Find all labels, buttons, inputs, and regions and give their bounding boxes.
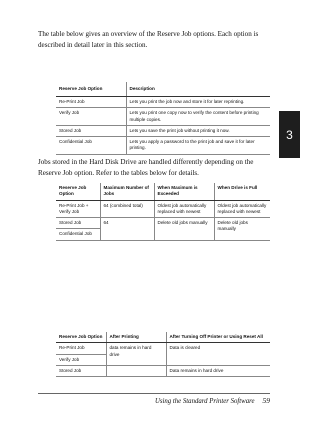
table-cell: Lets you print the job now and store it for later reprinting. [126,97,270,108]
table-row [56,200,270,218]
table-cell: Oldest job automatically replaced with newest [214,200,270,218]
table-cell: Re-Print Job + Verify Job [56,200,100,218]
table-cell: 64 [100,218,154,241]
table-header: Reserve Job Option [56,332,106,343]
table-cell: Delete old jobs manually [154,218,214,241]
table-cell: Verify Job [56,108,126,126]
table-header: After Turning Off Printer or Using Reset All [166,332,270,343]
table-row [56,137,270,155]
table-cell: Data is cleared [166,343,270,366]
footer-section-title: Using the Standard Printer Software [154,398,255,405]
page-footer [150,396,270,405]
table-header: Maximum Number of Jobs [100,183,154,200]
table-cell: Lets you apply a password to the print job and save it for later printing. [126,137,270,155]
chapter-tab [279,111,300,158]
table-cell: Re-Print Job [56,343,106,354]
reserve-job-options-table [56,82,270,155]
table-row [56,343,270,354]
table-cell: Stored Job [56,218,100,229]
table-cell: Verify Job [56,354,106,365]
data-retention-table [56,332,270,377]
table-cell: Confidential Job [56,229,100,240]
table-cell: Lets you print one copy now to verify the content before printing multiple copies. [126,108,270,126]
table-cell: Oldest job automatically replaced with newest [154,200,214,218]
footer-divider [38,393,270,394]
table-row [56,218,270,229]
table-row [56,108,270,126]
chapter-number: 3 [286,127,293,142]
table-header: After Printing [106,332,166,343]
table-header: Description [126,82,270,97]
table-header: Reserve Job Option [56,82,126,97]
table-cell: 64 (combined total) [100,200,154,218]
storage-paragraph: Jobs stored in the Hard Disk Drive are handled differently depending on the Reserve Job option. Refer to the tables below for details. [38,158,254,177]
table-cell: data remains in hard drive [106,343,166,366]
page-number: 59 [262,396,270,405]
table-cell: Data remains in hard drive [166,365,270,376]
table-header: Reserve Job Option [56,183,100,200]
table-header: When Drive is Full [214,183,270,200]
table-row [56,97,270,108]
table-cell: Confidential Job [56,137,126,155]
table-header: When Maximum is Exceeded [154,183,214,200]
table-row [56,125,270,136]
table-cell: Stored Job [56,125,126,136]
table-row [56,365,270,376]
table-cell: Delete old jobs manually [214,218,270,241]
table-cell: Lets you save the print job without printing it now. [126,125,270,136]
table-cell [106,365,166,376]
table-cell: Re-Print Job [56,97,126,108]
job-limits-table [56,183,270,241]
table-cell: Stored Job [56,365,106,376]
intro-paragraph: The table below gives an overview of the Reserve Job options. Each option is described in detail later in this section. [38,30,259,49]
